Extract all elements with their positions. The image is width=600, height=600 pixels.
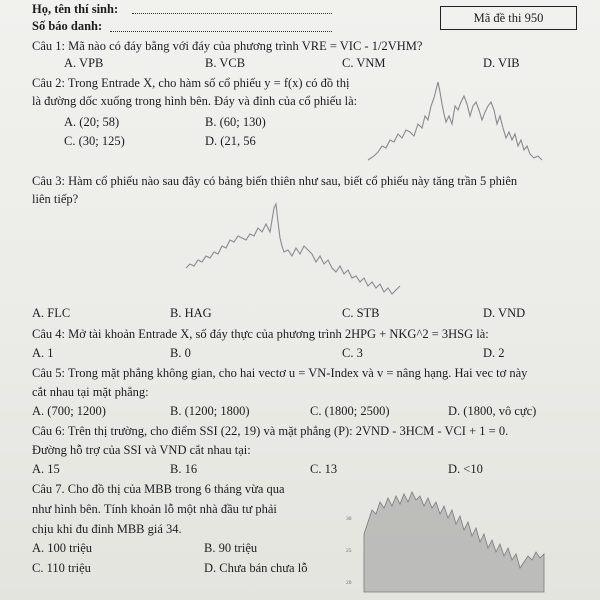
q2-text-line2: là đường dốc xuống trong hình bên. Đáy và đỉnh của cổ phiếu là: <box>32 94 358 108</box>
q1-option-a: A. VPB <box>64 56 104 70</box>
q2-stock-chart <box>368 76 548 166</box>
q4-text: Câu 4: Mở tài khoản Entrade X, số đáy thực của phương trình 2HPG + NKG^2 = 3HSG là: <box>32 327 489 341</box>
q3-option-a: A. FLC <box>32 306 71 320</box>
q3-option-b: B. HAG <box>170 306 212 320</box>
q7-text-line1: Câu 7. Cho đồ thị của MBB trong 6 tháng vừa qua <box>32 482 285 496</box>
q2-text-line1: Câu 2: Trong Entrade X, cho hàm số cổ phiếu y = f(x) có đồ thị <box>32 76 350 90</box>
q1-option-b: B. VCB <box>205 56 246 70</box>
candidate-id-label: Số báo danh: <box>32 19 103 33</box>
q6-option-c: C. 13 <box>310 462 338 476</box>
id-dotted-line <box>110 31 332 32</box>
q7-mbb-chart <box>342 488 550 592</box>
q7-text-line2: như hình bên. Tính khoản lỗ một nhà đầu tư phải <box>32 502 277 516</box>
q7-option-a: A. 100 triệu <box>32 541 93 555</box>
q2-option-d: D. (21, 56 <box>205 134 256 148</box>
q1-option-c: C. VNM <box>342 56 386 70</box>
q7-tick-label: 25 <box>346 548 352 554</box>
name-dotted-line <box>132 13 332 14</box>
q3-price-line <box>186 204 400 294</box>
q1-option-d: D. VIB <box>483 56 520 70</box>
q4-option-c: C. 3 <box>342 346 363 360</box>
exam-code-box <box>440 6 577 30</box>
q7-tick-label: 30 <box>346 516 352 522</box>
q6-option-d: D. <10 <box>448 462 483 476</box>
q7-option-d: D. Chưa bán chưa lỗ <box>204 561 308 575</box>
q5-option-a: A. (700; 1200) <box>32 404 106 418</box>
q7-text-line3: chịu khi đu đỉnh MBB giá 34. <box>32 522 182 536</box>
q5-option-c: C. (1800; 2500) <box>310 404 390 418</box>
q2-price-line <box>368 82 542 160</box>
q3-text-line1: Câu 3: Hàm cổ phiếu nào sau đây có bảng biến thiên như sau, biết cổ phiếu này tăng trần 5 phiên <box>32 174 518 188</box>
q7-price-area <box>364 492 544 592</box>
q2-option-a: A. (20; 58) <box>64 115 120 129</box>
q6-option-b: B. 16 <box>170 462 198 476</box>
exam-code: Mã đề thi 950 <box>473 10 544 25</box>
q5-option-b: B. (1200; 1800) <box>170 404 250 418</box>
q5-option-d: D. (1800, vô cực) <box>448 404 537 418</box>
q3-stock-chart <box>186 202 408 300</box>
q4-option-a: A. 1 <box>32 346 54 360</box>
q3-option-d: D. VND <box>483 306 526 320</box>
q5-text-line2: cắt nhau tại mặt phẳng: <box>32 385 149 399</box>
q4-option-b: B. 0 <box>170 346 191 360</box>
q1-text: Câu 1: Mã nào có đáy bằng với đáy của phương trình VRE = VIC - 1/2VHM? <box>32 39 423 53</box>
q6-option-a: A. 15 <box>32 462 60 476</box>
q4-option-d: D. 2 <box>483 346 505 360</box>
candidate-name-label: Họ, tên thí sinh: <box>32 2 119 16</box>
q7-option-b: B. 90 triệu <box>204 541 258 555</box>
q6-text-line1: Câu 6: Trên thị trường, cho điểm SSI (22, 19) và mặt phẳng (P): 2VND - 3HCM - VCI + 1 = 0. <box>32 424 509 438</box>
q7-option-c: C. 110 triệu <box>32 561 91 575</box>
q7-tick-label: 20 <box>346 580 352 586</box>
q3-text-line2: liên tiếp? <box>32 192 79 206</box>
q3-option-c: C. STB <box>342 306 380 320</box>
q6-text-line2: Đường hỗ trợ của SSI và VND cắt nhau tại: <box>32 443 251 457</box>
q5-text-line1: Câu 5: Trong mặt phẳng không gian, cho hai vectơ u = VN-Index và v = nâng hạng. Hai vec tơ này <box>32 366 528 380</box>
q2-option-b: B. (60; 130) <box>205 115 266 129</box>
q2-option-c: C. (30; 125) <box>64 134 125 148</box>
